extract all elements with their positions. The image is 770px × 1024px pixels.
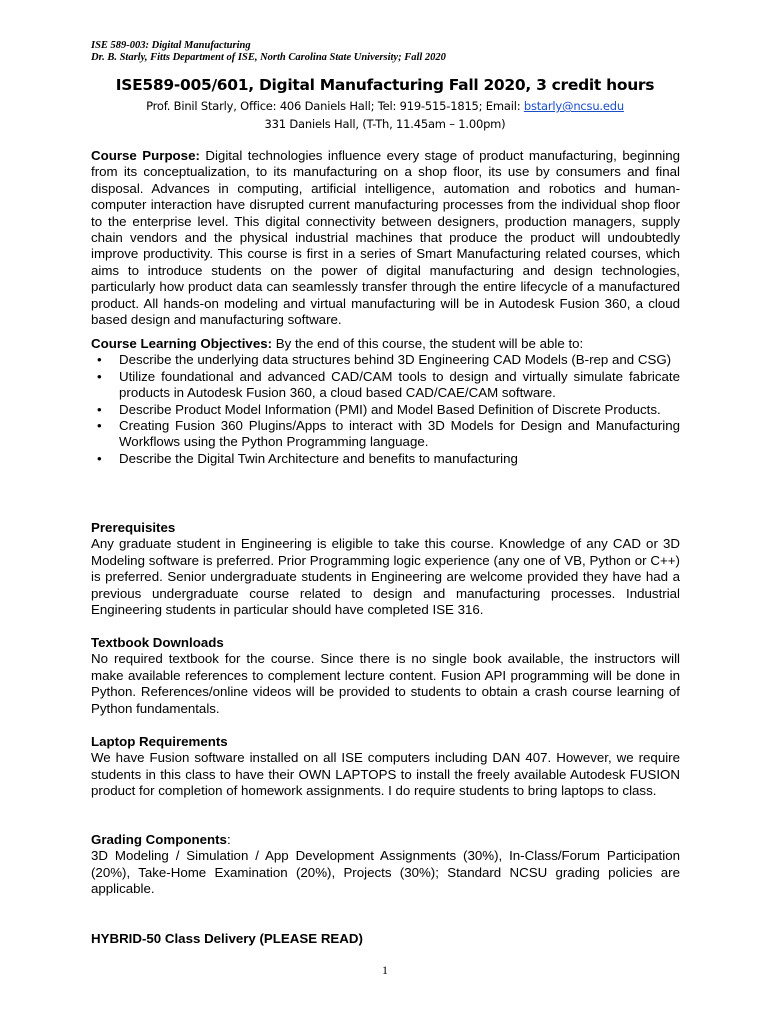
running-header: [91, 40, 446, 64]
class-location: 331 Daniels Hall, (T-Th, 11.45am – 1.00pm): [264, 117, 506, 131]
textbook-heading: Textbook Downloads: [91, 635, 224, 650]
grading-heading: Grading Components: [91, 832, 227, 847]
grading-colon: :: [226, 832, 231, 847]
grading-section: [91, 832, 680, 898]
hybrid-section: [91, 931, 680, 947]
header-course-line: ISE 589-003: Digital Manufacturing: [91, 40, 251, 51]
grading-text: 3D Modeling / Simulation / App Development Assignments (30%), In-Class/Forum Participation (20%), Take-Home Examination (20%), Projects (30%); Standard NCSU grading policies are applicable.: [91, 848, 680, 897]
instructor-line: [0, 99, 770, 113]
objectives-section: [91, 336, 680, 467]
header-instructor-line: Dr. B. Starly, Fitts Department of ISE, North Carolina State University; Fall 2020: [91, 52, 446, 63]
list-item: • Describe the underlying data structures behind 3D Engineering CAD Models (B-rep and CSG): [91, 352, 680, 368]
hybrid-heading: HYBRID-50 Class Delivery (PLEASE READ): [91, 931, 363, 946]
prerequisites-section: [91, 520, 680, 618]
textbook-text: No required textbook for the course. Since there is no single book available, the instructors will make available references to complement lecture content. Fusion API programming will be done in Python. References/online videos will be provided to students to obtain a crash course learning of Python fundamentals.: [91, 651, 680, 716]
objectives-intro: By the end of this course, the student will be able to:: [272, 336, 584, 351]
list-item: • Creating Fusion 360 Plugins/Apps to interact with 3D Models for Design and Manufacturing Workflows using the Python Programming language.: [91, 418, 680, 451]
course-purpose-heading: Course Purpose:: [91, 148, 200, 163]
page-title: ISE589-005/601, Digital Manufacturing Fall 2020, 3 credit hours: [115, 76, 655, 94]
list-item: • Describe Product Model Information (PMI) and Model Based Definition of Discrete Products.: [91, 402, 680, 418]
page-number: 1: [382, 963, 388, 977]
email-link[interactable]: bstarly@ncsu.edu: [523, 99, 624, 113]
course-purpose-section: [91, 148, 680, 328]
list-item: • Describe the Digital Twin Architecture and benefits to manufacturing: [91, 451, 680, 467]
laptop-heading: Laptop Requirements: [91, 734, 228, 749]
instructor-info: Prof. Binil Starly, Office: 406 Daniels Hall; Tel: 919-515-1815; Email:: [146, 99, 524, 113]
course-purpose-text: Digital technologies influence every stage of product manufacturing, beginning from its conceptualization, to its manufacturing on a shop floor, its use by consumers and final disposal. Advances in computing, artificial intelligence, automation and robotics and human-computer interaction have disrupted current manufacturing processes from the individual shop floor to the enterprise level. This digital connectivity between designers, production managers, supply chain vendors and the physical industrial machines that produce the product will undoubtedly improve productivity. This course is first in a series of Smart Manufacturing related courses, which aims to introduce students on the power of digital manufacturing and design technologies, particularly how product data can seamlessly transfer through the entire lifecycle of a manufactured product. All hands-on modeling and virtual manufacturing will be in Autodesk Fusion 360, a cloud based design and manufacturing software.: [91, 148, 680, 328]
laptop-text: We have Fusion software installed on all ISE computers including DAN 407. However, we require students in this class to have their OWN LAPTOPS to install the freely available Autodesk FUSION product for completion of homework assignments. I do require students to bring laptops to class.: [91, 750, 680, 799]
laptop-section: [91, 734, 680, 800]
textbook-section: [91, 635, 680, 717]
objectives-heading: Course Learning Objectives:: [91, 336, 273, 351]
list-item: • Utilize foundational and advanced CAD/CAM tools to design and virtually simulate fabricate products in Autodesk Fusion 360, a cloud based CAD/CAE/CAM software.: [91, 369, 680, 402]
prerequisites-text: Any graduate student in Engineering is eligible to take this course. Knowledge of any CAD or 3D Modeling software is preferred. Prior Programming logic experience (any one of VB, Python or C++) is preferred. Senior undergraduate students in Engineering are welcome provided they have had a previous undergraduate course related to design and manufacturing processes. Industrial Engineering students in particular should have completed ISE 316.: [91, 536, 680, 618]
objectives-list: [91, 352, 680, 467]
prerequisites-heading: Prerequisites: [91, 520, 176, 535]
